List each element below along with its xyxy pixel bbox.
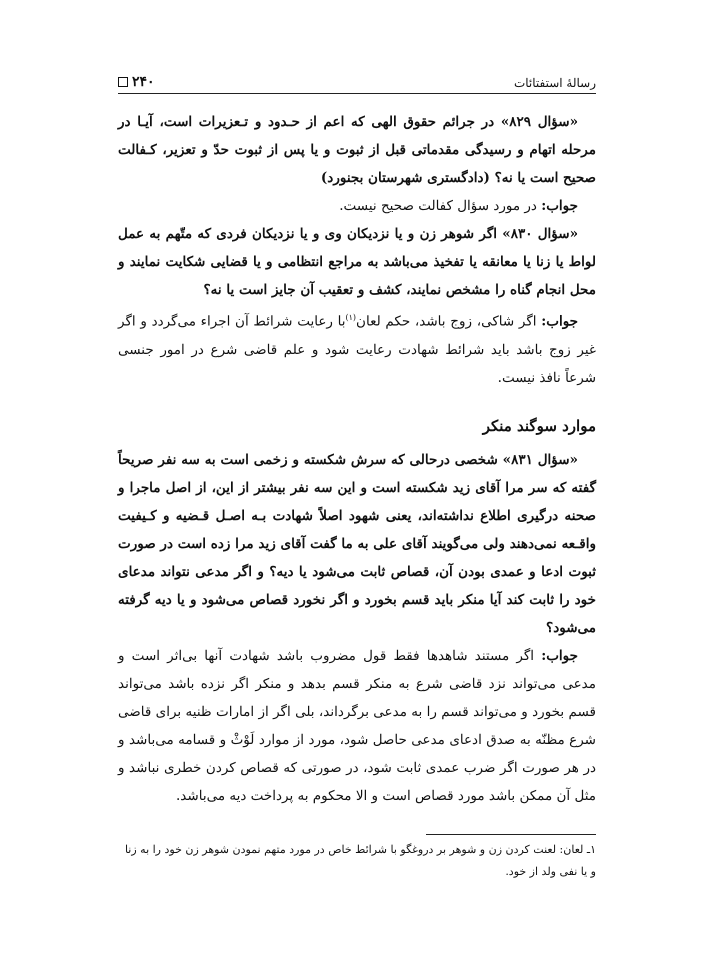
answer-text: در مورد سؤال کفالت صحیح نیست. [339,198,542,214]
page [118,60,596,883]
answer-830 [118,304,596,392]
answer-text-part2: با رعایت شرائط آن اجراء می‌گردد و اگر غیر زوج باشد باید شرائط شهادت رعایت شود و علم قاضی شرع در امور جنسی شرعاً نافذ نیست. [118,313,596,386]
question-830: «سؤال ۸۳۰» اگر شوهر زن و یا نزدیکان وی و یا نزدیکان فردی که متّهم به عمل لواط یا زنا یا معانقه یا تفخیذ می‌باشد به مراجع انتظامی و یا قضایی شکایت نمایند و محل انجام گناه را مشخص نمایند، کشف و تعقیب آن جایز است یا نه؟ [118,226,596,298]
answer-831 [118,642,596,810]
answer-text-part1: اگر شاکی، زوج باشد، حکم لعان [356,313,542,330]
square-icon [118,77,128,87]
answer-label: جواب: [541,198,578,214]
answer-label: جواب: [541,313,579,330]
page-number: ۲۴۰ [132,74,155,90]
answer-text: اگر مستند شاهدها فقط قول مضروب باشد شهادت آنها بی‌اثر است و مدعی می‌تواند نزد قاضی شرع به منکر قسم بدهد و منکر اگر نزده باشد می‌تواند قسم بخورد و می‌تواند قسم را به مدعی برگرداند، بلی اگر از امارات ظنیه برای قاضی شرع مظنّه به صدق ادعای مدعی حاصل شود، مورد از موارد لَوْثْ و قسامه می‌باشد و در هر صورت اگر ضرب عمدی ثابت شود، در صورتی که قصاص کردن خطری نباشد و مثل آن ممکن باشد مورد قصاص است و الا محکوم به پرداخت دیه می‌باشد. [118,647,596,804]
footnote: ۱ـ لعان: لعنت کردن زن و شوهر بر دروغگو با شرائط خاص در مورد متهم نمودن شوهر زن خود را به زنا و یا نفی ولد از خود. [124,842,596,878]
question-829: «سؤال ۸۲۹» در جرائم حقوق الهی که اعم از حـدود و تـعزیرات است، آیـا در مرحله اتهام و رسیدگی مقدماتی قبل از ثبوت و یا پس از ثبوت حدّ و تعزیر، کـفالت صحیح است یا نه؟ (دادگستری شهرستان بجنورد) [118,114,596,186]
answer-label: جواب: [541,647,578,664]
section-title: موارد سوگند منکر [482,416,596,435]
book-title: رسالهٔ استفتائات [513,76,596,90]
question-831: «سؤال ۸۳۱» شخصی درحالی که سرش شکسته و زخمی است به سه نفر صریحاً گفته که سر مرا آقای زید شکسته است و این سه نفر بیشتر از این، از اصل ماجرا و صحنه درگیری اطلاع نداشته‌اند، یعنی شهود اصلاً شهادت بـه اصـل قـضیه و کـیفیت واقـعه نمی‌دهند ولی می‌گویند آقای علی به ما گفت آقای زید مرا زده است در صورت ثبوت ادعا و عمدی بودن آن، قصاص ثابت می‌شود یا دیه؟ و اگر مدعی نتواند مدعای خود را ثابت کند آیا منکر باید قسم بخورد و اگر نخورد قصاص می‌شود و یا دیه گرفته می‌شود؟ [118,451,596,636]
footnote-divider [426,834,596,835]
running-header [118,60,596,94]
page-number-group [118,74,155,90]
page-body [118,108,596,883]
footnote-ref[interactable]: (۱) [345,313,357,322]
answer-829 [118,192,596,220]
